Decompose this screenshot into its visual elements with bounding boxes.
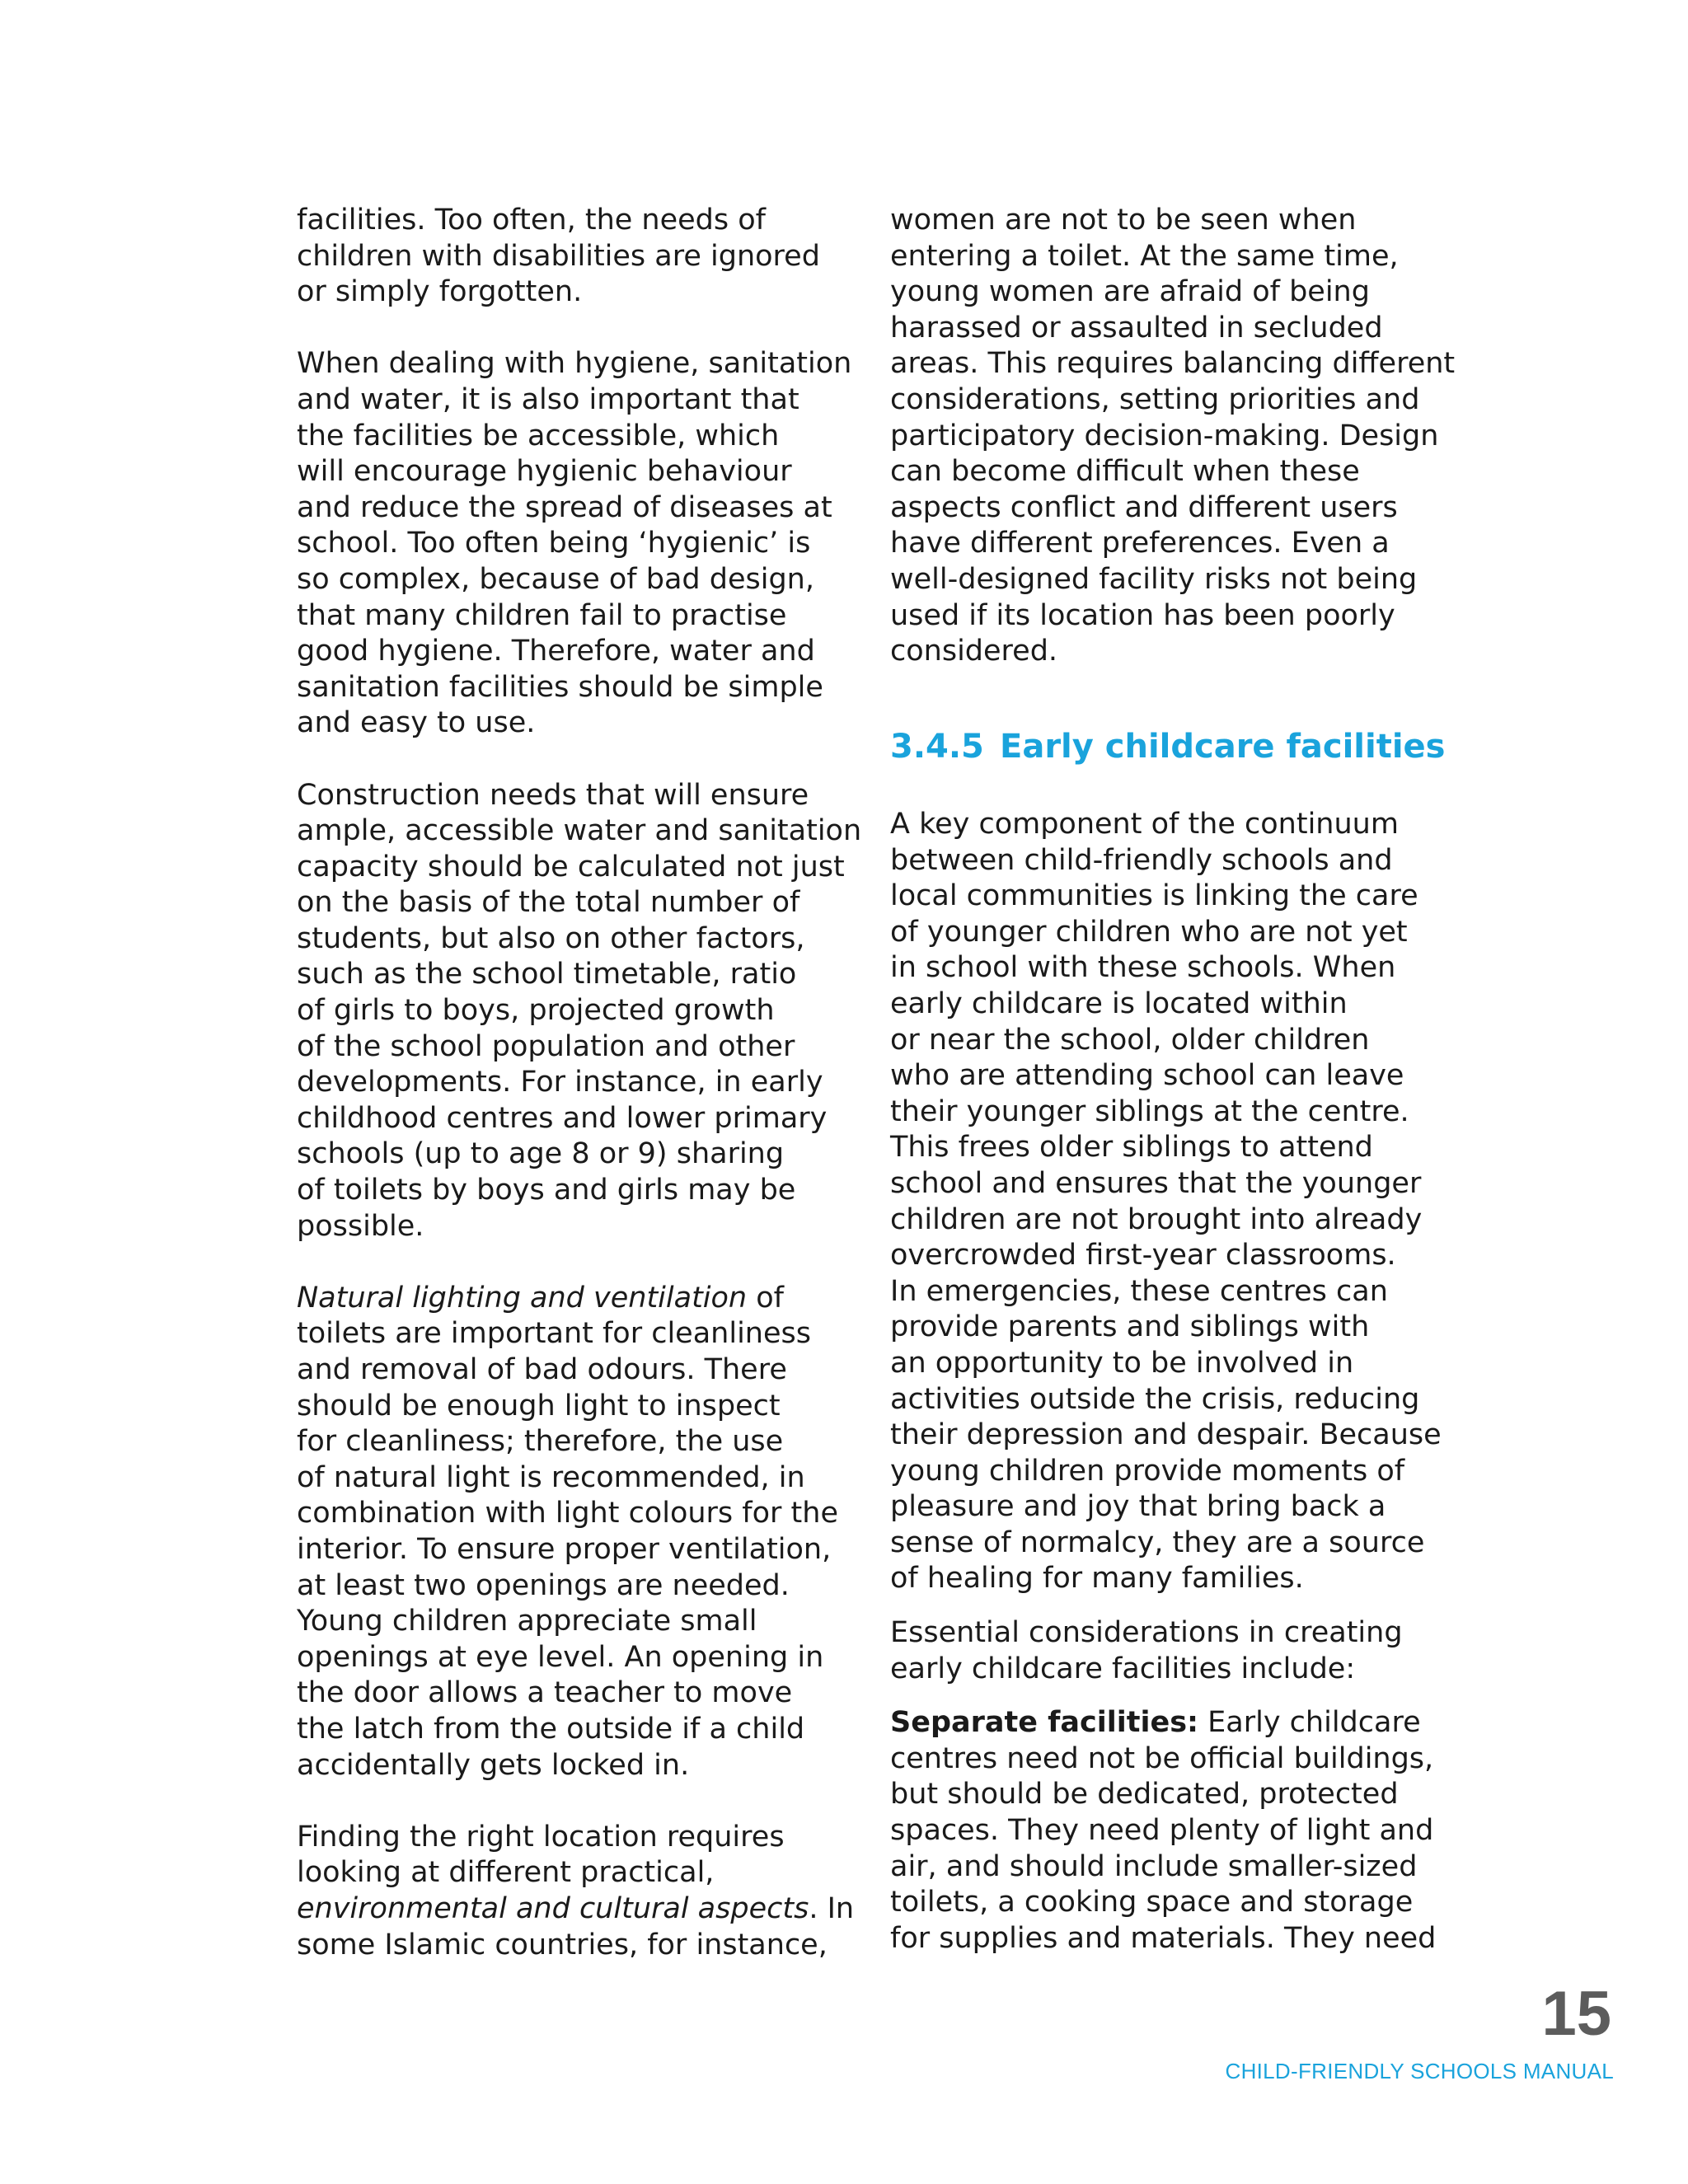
text-line: spaces. They need plenty of light and: [890, 1814, 1434, 1848]
text-line: have different preferences. Even a: [890, 527, 1390, 560]
text-line: an opportunity to be involved in: [890, 1346, 1354, 1380]
text-line: When dealing with hygiene, sanitation: [297, 347, 852, 381]
left-column: [297, 203, 874, 1963]
page-number: 15: [1541, 1979, 1611, 2049]
text-line: students, but also on other factors,: [297, 921, 805, 955]
text-line: considered.: [890, 635, 1058, 668]
text-line: pleasure and joy that bring back a: [890, 1490, 1386, 1524]
text-line: childhood centres and lower primary: [297, 1101, 828, 1135]
text-line: toilets, a cooking space and storage: [890, 1886, 1414, 1919]
text-line: for supplies and materials. They need: [890, 1921, 1437, 1955]
text-line: looking at different practical,: [297, 1856, 715, 1890]
text-line: This frees older siblings to attend: [890, 1131, 1373, 1165]
paragraph: [297, 203, 874, 311]
text-line: of natural light is recommended, in: [297, 1460, 805, 1494]
text-line: and easy to use.: [297, 706, 536, 740]
text-line: Finding the right location requires: [297, 1820, 785, 1854]
section-heading: [890, 725, 1446, 768]
text-line: accidentally gets locked in.: [297, 1748, 690, 1782]
paragraph: [297, 1820, 874, 1963]
text-line: possible.: [297, 1209, 424, 1243]
text-line: women are not to be seen when: [890, 204, 1357, 237]
text-line: and reduce the spread of diseases at: [297, 490, 832, 524]
text-line: entering a toilet. At the same time,: [890, 239, 1399, 273]
text-line: early childcare facilities include:: [890, 1652, 1356, 1685]
text-line: the facilities be accessible, which: [297, 419, 780, 452]
text-line: school. Too often being ‘hygienic’ is: [297, 527, 811, 560]
text-fragment: Early childcare: [1198, 1706, 1421, 1740]
text-line: openings at eye level. An opening in: [297, 1640, 824, 1674]
text-line: considerations, setting priorities and: [890, 382, 1420, 416]
text-line: the door allows a teacher to move: [297, 1676, 793, 1710]
text-line: or simply forgotten.: [297, 275, 583, 309]
text-line: early childcare is located within: [890, 987, 1348, 1020]
text-line: can become difficult when these: [890, 455, 1360, 489]
text-line: or near the school, older children: [890, 1023, 1370, 1057]
text-line: of girls to boys, projected growth: [297, 994, 775, 1028]
text-fragment: of: [747, 1281, 784, 1315]
italic-phrase: environmental and cultural aspects: [297, 1891, 809, 1925]
text-line: their younger siblings at the centre.: [890, 1094, 1409, 1128]
paragraph: [890, 807, 1467, 1597]
text-line: and removal of bad odours. There: [297, 1353, 787, 1386]
paragraph: [890, 203, 1467, 670]
right-column-bottom: [890, 807, 1467, 1957]
text-line: children with disabilities are ignored: [297, 239, 820, 273]
running-footer-title: CHILD-FRIENDLY SCHOOLS MANUAL: [1225, 2059, 1614, 2083]
text-line: well-designed facility risks not being: [890, 562, 1418, 596]
text-line: capacity should be calculated not just: [297, 850, 845, 883]
text-line: aspects conflict and different users: [890, 490, 1398, 524]
paragraph: [297, 346, 874, 742]
text-line: of the school population and other: [297, 1029, 795, 1063]
text-line: [297, 1281, 874, 1317]
text-line: developments. For instance, in early: [297, 1066, 823, 1099]
text-line: such as the school timetable, ratio: [297, 958, 797, 991]
text-line: overcrowded first-year classrooms.: [890, 1239, 1396, 1272]
text-line: who are attending school can leave: [890, 1059, 1404, 1093]
text-line: Essential considerations in creating: [890, 1616, 1403, 1650]
right-column-top: [890, 203, 1467, 670]
text-line: will encourage hygienic behaviour: [297, 455, 792, 489]
text-line: children are not brought into already: [890, 1202, 1423, 1236]
text-line: centres need not be official buildings,: [890, 1741, 1434, 1775]
text-line: [890, 1705, 1467, 1741]
text-line: ample, accessible water and sanitation: [297, 814, 862, 848]
text-line: of toilets by boys and girls may be: [297, 1174, 796, 1207]
text-line: young children provide moments of: [890, 1454, 1405, 1488]
text-line: young women are afraid of being: [890, 275, 1370, 309]
text-line: but should be dedicated, protected: [890, 1778, 1399, 1811]
text-line: facilities. Too often, the needs of: [297, 204, 766, 237]
text-line: In emergencies, these centres can: [890, 1274, 1388, 1308]
text-line: at least two openings are needed.: [297, 1568, 790, 1602]
text-line: on the basis of the total number of: [297, 886, 800, 920]
paragraph: [890, 1705, 1467, 1957]
text-line: harassed or assaulted in secluded: [890, 311, 1383, 344]
text-line: provide parents and siblings with: [890, 1310, 1370, 1344]
text-line: of healing for many families.: [890, 1562, 1304, 1596]
text-line: sanitation facilities should be simple: [297, 670, 823, 704]
text-line: good hygiene. Therefore, water and: [297, 635, 815, 668]
text-line: so complex, because of bad design,: [297, 562, 814, 596]
text-line: combination with light colours for the: [297, 1497, 838, 1530]
text-line: some Islamic countries, for instance,: [297, 1928, 828, 1961]
paragraph: [890, 1615, 1467, 1687]
section-number: 3.4.5: [890, 728, 984, 766]
text-line: air, and should include smaller-sized: [890, 1849, 1418, 1883]
text-line: participatory decision-making. Design: [890, 419, 1439, 452]
text-line: interior. To ensure proper ventilation,: [297, 1532, 832, 1566]
paragraph: [297, 1281, 874, 1783]
text-line: their depression and despair. Because: [890, 1418, 1442, 1452]
text-line: schools (up to age 8 or 9) sharing: [297, 1137, 785, 1171]
section-title: Early childcare facilities: [1000, 728, 1446, 766]
text-line: A key component of the continuum: [890, 808, 1399, 841]
text-line: toilets are important for cleanliness: [297, 1317, 811, 1351]
text-line: between child-friendly schools and: [890, 843, 1393, 877]
text-line: and water, it is also important that: [297, 382, 799, 416]
text-line: for cleanliness; therefore, the use: [297, 1425, 784, 1459]
paragraph: [297, 778, 874, 1245]
text-line: areas. This requires balancing different: [890, 347, 1456, 381]
text-line: activities outside the crisis, reducing: [890, 1382, 1420, 1416]
text-line: sense of normalcy, they are a source: [890, 1526, 1425, 1559]
text-line: school and ensures that the younger: [890, 1166, 1422, 1200]
text-line: Construction needs that will ensure: [297, 778, 809, 812]
text-line: the latch from the outside if a child: [297, 1712, 805, 1746]
text-line: that many children fail to practise: [297, 598, 787, 632]
text-line: of younger children who are not yet: [890, 915, 1408, 949]
italic-phrase: Natural lighting and ventilation: [297, 1281, 748, 1315]
text-line: [297, 1891, 874, 1928]
text-fragment: . In: [809, 1891, 855, 1925]
text-line: used if its location has been poorly: [890, 598, 1395, 632]
text-line: should be enough light to inspect: [297, 1389, 781, 1422]
bold-term: Separate facilities:: [890, 1706, 1199, 1740]
text-line: Young children appreciate small: [297, 1605, 757, 1638]
text-line: local communities is linking the care: [890, 879, 1418, 913]
text-line: in school with these schools. When: [890, 951, 1396, 985]
